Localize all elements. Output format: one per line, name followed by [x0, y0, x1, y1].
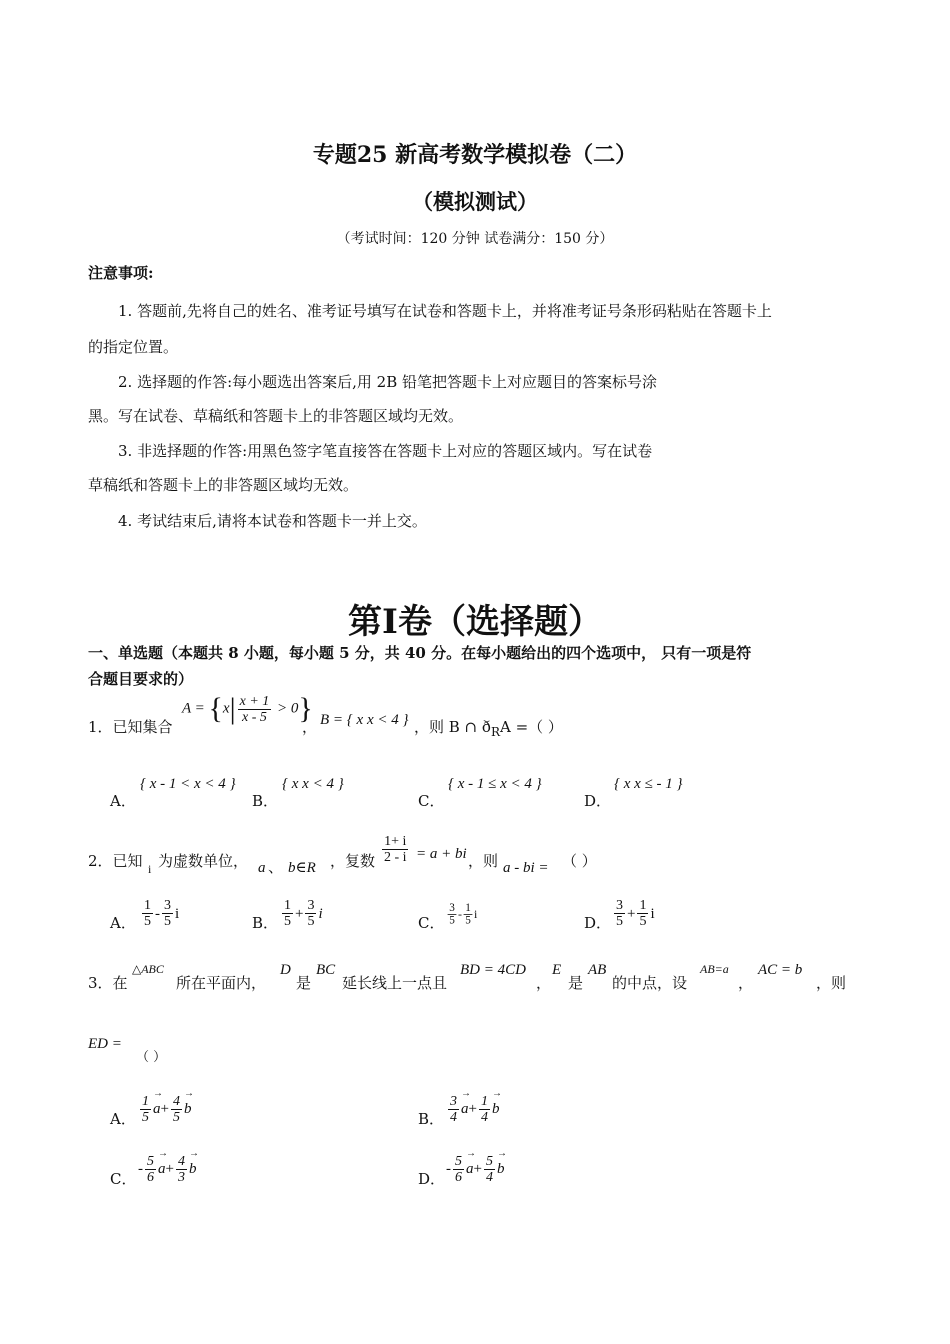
- q2-option-a-label[interactable]: A．: [110, 914, 136, 932]
- q3-c-d1: 6: [147, 1170, 154, 1185]
- q3-d-op: +: [473, 1160, 482, 1177]
- exam-info: （考试时间：120 分钟 试卷满分：150 分）: [336, 231, 614, 247]
- q3-b-v1: → a: [461, 1101, 469, 1118]
- q2-c-d1: 5: [449, 914, 455, 927]
- q2-a-d2: 5: [164, 914, 171, 929]
- q3-triangle: △ABC: [132, 962, 164, 976]
- note-2-line-1: 2. 选择题的作答:每小题选出答案后,用 2B 铅笔把答题卡上对应题目的答案标号涂: [118, 373, 658, 391]
- q1-fraction: [238, 694, 272, 725]
- q1-comma: ，: [302, 718, 318, 736]
- q3-d: D: [280, 962, 291, 978]
- q3-ac-b: AC = b: [758, 962, 803, 978]
- q2-d-op: +: [627, 906, 636, 922]
- q2-d-d1: 5: [616, 914, 623, 929]
- q1-option-c-text: x - 1 ≤ x < 4: [457, 776, 532, 792]
- q3-c-v1: → a: [158, 1161, 166, 1178]
- q2-expr: a - bi =: [503, 860, 549, 876]
- q1-a-lhs: A =: [182, 700, 209, 717]
- q2-option-b[interactable]: [280, 898, 323, 929]
- q2-b-i: i: [318, 906, 323, 922]
- section-instruction-line-2: 合题目要求的）: [88, 670, 194, 688]
- q1-brace-open-icon: {: [208, 692, 223, 725]
- q2-option-b-label[interactable]: B．: [252, 914, 279, 932]
- q1-num: x + 1: [239, 693, 270, 709]
- q1-brace-close-icon: }: [298, 692, 313, 725]
- q1-gt0: > 0: [273, 700, 299, 717]
- q2-rhs: = a + bi: [416, 846, 467, 862]
- q3-b-d2: 4: [480, 1110, 488, 1125]
- note-3-line-1: 3. 非选择题的作答:用黑色签字笔直接答在答题卡上对应的答题区域内。写在试卷: [118, 442, 653, 460]
- q2-a-n2: 3: [164, 898, 171, 913]
- q3-d-v2: → b: [497, 1161, 505, 1178]
- q1-option-b[interactable]: { x x < 4 }: [282, 776, 344, 792]
- q2-a-d1: 5: [144, 914, 151, 929]
- q3-number: 3．在: [88, 974, 128, 992]
- q1-b-set: x x < 4: [356, 712, 399, 728]
- q2-c-op: -: [458, 908, 462, 922]
- q3-option-d[interactable]: [446, 1154, 504, 1185]
- q3-e: E: [552, 962, 562, 978]
- q2-sep: 、: [268, 858, 284, 876]
- q3-a-d1: 5: [142, 1110, 149, 1125]
- q3-option-a-label[interactable]: A．: [110, 1110, 136, 1128]
- q2-d-i: i: [650, 906, 655, 922]
- q3-d-d1: 6: [455, 1170, 462, 1185]
- q3-ed: ED =: [88, 1036, 122, 1052]
- q3-comma-1: ，: [536, 974, 552, 992]
- q2-den: 2 - i: [384, 850, 407, 865]
- q3-text-1: 所在平面内，: [176, 974, 267, 992]
- q2-paren: （ ）: [562, 852, 597, 870]
- q2-b-n2: 3: [307, 898, 315, 913]
- q3-b-op: +: [468, 1100, 477, 1117]
- q3-d-n2: 5: [485, 1154, 493, 1169]
- q1-number: 1．已知集合: [88, 718, 173, 736]
- q2-i: i: [148, 862, 152, 876]
- q3-comma-2: ，: [738, 974, 754, 992]
- q1-option-d-text: x x ≤ - 1: [623, 776, 673, 792]
- q2-d-d2: 5: [639, 914, 647, 929]
- q3-a-v2: → b: [184, 1101, 192, 1118]
- note-4: 4. 考试结束后,请将本试卷和答题卡一并上交。: [118, 512, 427, 530]
- q3-ab-a: AB=a: [700, 962, 729, 976]
- q1-option-d[interactable]: { x x ≤ - 1 }: [614, 776, 683, 792]
- q2-b-d2: 5: [307, 914, 315, 929]
- q2-c-i: i: [474, 908, 478, 922]
- q3-a-n1: 1: [142, 1094, 149, 1109]
- q1-option-c-label[interactable]: C．: [418, 792, 445, 810]
- q3-option-c-label[interactable]: C．: [110, 1170, 137, 1188]
- page-title: 专题25 新高考数学模拟卷（二）: [312, 142, 638, 168]
- q1-option-c[interactable]: { x - 1 ≤ x < 4 }: [448, 776, 542, 792]
- q3-bc: BC: [316, 962, 336, 978]
- q3-b-n1: 3: [450, 1094, 457, 1109]
- note-1-line-2: 的指定位置。: [88, 338, 179, 356]
- q2-option-c[interactable]: [446, 902, 477, 927]
- q2-a-n1: 1: [144, 898, 151, 913]
- note-3-line-2: 草稿纸和答题卡上的非答题区域均无效。: [88, 476, 359, 494]
- q3-ab: AB: [588, 962, 607, 978]
- note-2-line-2: 黑。写在试卷、草稿纸和答题卡上的非答题区域均无效。: [88, 407, 464, 425]
- q1-complement: ð: [481, 718, 491, 736]
- q2-option-a[interactable]: [140, 898, 179, 929]
- q1-option-a[interactable]: { x - 1 < x < 4 }: [140, 776, 236, 792]
- q3-option-a[interactable]: [138, 1094, 191, 1125]
- q3-option-b-label[interactable]: B．: [418, 1110, 445, 1128]
- section-instruction-line-1: 一、单选题（本题共 8 小题，每小题 5 分，共 40 分。在每小题给出的四个选项中， 只有一项是符: [88, 644, 752, 662]
- q2-a-op: -: [155, 906, 160, 922]
- q2-text-2: ，复数: [330, 852, 376, 870]
- q2-text-3: ，则: [468, 852, 499, 870]
- q2-fraction: [380, 834, 411, 865]
- q2-a-i: i: [175, 906, 180, 922]
- q1-tail: [414, 716, 563, 739]
- q3-c-op: +: [165, 1160, 174, 1177]
- notes-heading: 注意事项:: [88, 264, 154, 282]
- q1-b-lhs: B =: [320, 712, 347, 728]
- q3-text-6: ，则: [816, 974, 847, 992]
- q3-d-n1: 5: [455, 1154, 462, 1169]
- q1-option-b-label[interactable]: B．: [252, 792, 279, 810]
- q3-text-5: 的中点，设: [612, 974, 688, 992]
- q2-num: 1+ i: [384, 834, 407, 849]
- q3-d-sign: -: [446, 1160, 451, 1177]
- q3-d-d2: 4: [485, 1170, 493, 1185]
- q3-text-4: 是: [568, 974, 584, 992]
- q3-text-2: 是: [296, 974, 312, 992]
- q1-tail-text: ，则 B ∩: [414, 718, 482, 736]
- q3-b-v2: → b: [492, 1101, 500, 1118]
- q3-c-sign: -: [138, 1160, 143, 1177]
- q3-a-d2: 5: [172, 1110, 180, 1125]
- q1-x: x: [222, 700, 230, 717]
- note-1-line-1: 1. 答题前,先将自己的姓名、准考证号填写在试卷和答题卡上，并将准考证号条形码粘贴在答题卡上: [118, 302, 772, 320]
- q3-d-v1: → a: [466, 1161, 474, 1178]
- q2-b-op: +: [295, 906, 304, 922]
- q3-paren: （ ）: [136, 1050, 167, 1065]
- q3-c-d2: 3: [177, 1170, 185, 1185]
- q3-c-n2: 4: [177, 1154, 185, 1169]
- q1-tail-2: A =（ ）: [499, 718, 563, 736]
- q3-a-op: +: [160, 1100, 169, 1117]
- q3-text-3: 延长线上一点且: [342, 974, 448, 992]
- q3-a-v1: → a: [153, 1101, 161, 1118]
- q2-text-1: 为虚数单位，: [158, 852, 249, 870]
- q3-bd: BD = 4CD: [460, 962, 526, 978]
- q3-option-c[interactable]: [138, 1154, 196, 1185]
- q3-a-n2: 4: [172, 1094, 180, 1109]
- q1-option-b-text: x x < 4: [291, 776, 334, 792]
- q2-option-d-label[interactable]: D．: [584, 914, 612, 932]
- q1-bar-icon: |: [229, 692, 236, 725]
- section-title: 第Ⅰ卷（选择题）: [348, 602, 602, 642]
- page-subtitle: （模拟测试）: [412, 189, 538, 214]
- q3-option-d-label[interactable]: D．: [418, 1170, 446, 1188]
- q1-option-a-text: x - 1 < x < 4: [149, 776, 226, 792]
- q1-option-d-label[interactable]: D．: [584, 792, 612, 810]
- q1-den: x - 5: [242, 709, 267, 725]
- q2-c-n2: 1: [465, 902, 471, 914]
- q2-option-d[interactable]: [612, 898, 655, 929]
- q2-number: 2．已知: [88, 852, 143, 870]
- q3-b-n2: 1: [480, 1094, 488, 1109]
- q3-b-d1: 4: [450, 1110, 457, 1125]
- q1-option-a-label[interactable]: A．: [110, 792, 136, 810]
- q3-c-n1: 5: [147, 1154, 154, 1169]
- q1-set-b: B = { x x < 4 }: [320, 712, 409, 728]
- q2-d-n2: 1: [639, 898, 647, 913]
- q2-d-n1: 3: [616, 898, 623, 913]
- q1-set-a: [182, 692, 313, 726]
- q2-a: a: [258, 860, 266, 876]
- q2-b-in-r: b∈R: [288, 860, 316, 876]
- q3-c-v2: → b: [189, 1161, 197, 1178]
- q2-b-n1: 1: [284, 898, 291, 913]
- q2-b-d1: 5: [284, 914, 291, 929]
- q2-c-d2: 5: [465, 914, 471, 927]
- q3-option-b[interactable]: [446, 1094, 499, 1125]
- q2-option-c-label[interactable]: C．: [418, 914, 445, 932]
- q1-sub-r: R: [490, 725, 500, 739]
- q2-c-n1: 3: [449, 902, 455, 914]
